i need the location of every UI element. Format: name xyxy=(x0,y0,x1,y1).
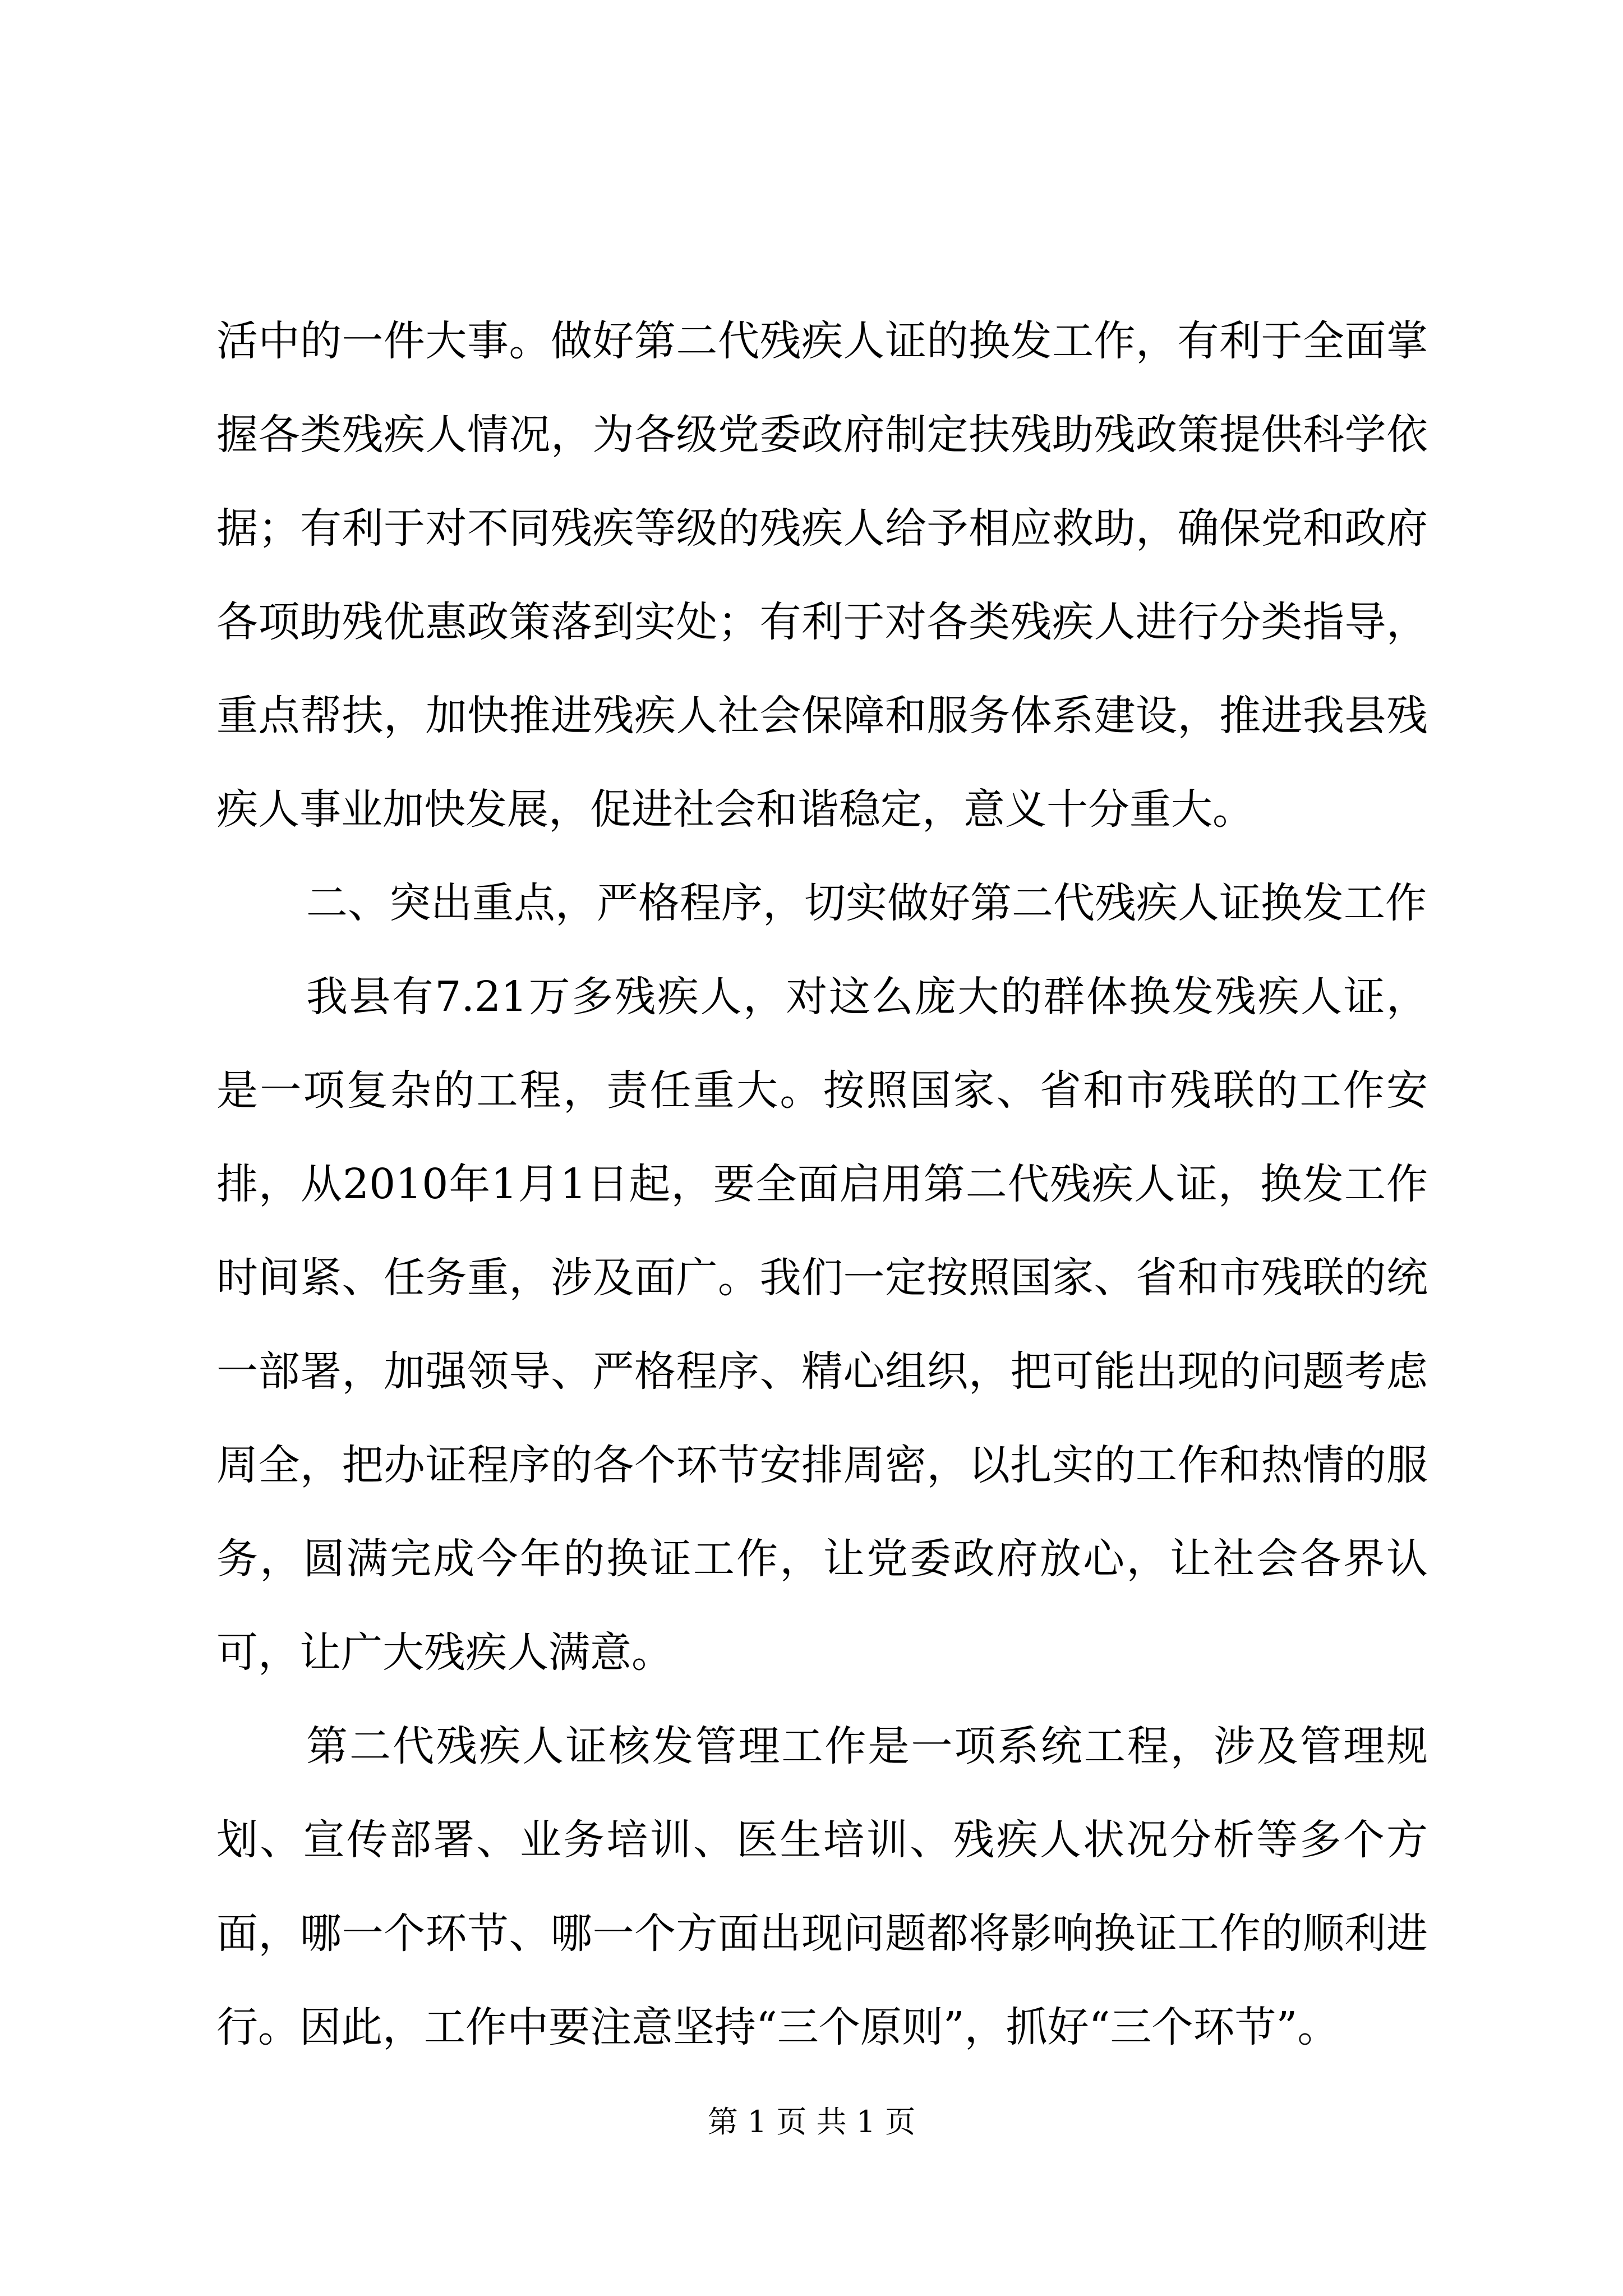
page-footer: 第 1 页 共 1 页 xyxy=(707,2104,916,2139)
paragraph-1: 活中的一件大事。做好第二代残疾人证的换发工作，有利于全面掌握各类残疾人情况，为各级党委政府制定扶残助残政策提供科学依据；有利于对不同残疾等级的残疾人给予相应救助，确保党和政府各项助残优惠政策落到实处；有利于对各类残疾人进行分类指导，重点帮扶，加快推进残疾人社会保障和服务体系建设，推进我县残疾人事业加快发展，促进社会和谐稳定，意义十分重大。 xyxy=(216,317,1428,834)
document-body xyxy=(216,295,1428,2074)
section-heading-2: 二、突出重点，严格程序，切实做好第二代残疾人证换发工作 xyxy=(306,879,1427,927)
paragraph-3: 我县有7.21万多残疾人，对这么庞大的群体换发残疾人证，是一项复杂的工程，责任重大。按照国家、省和市残联的工作安排，从2010年1月1日起，要全面启用第二代残疾人证，换发工作时间紧、任务重，涉及面广。我们一定按照国家、省和市残联的统一部署，加强领导、严格程序、精心组织，把可能出现的问题考虑周全，把办证程序的各个环节安排周密，以扎实的工作和热情的服务，圆满完成今年的换证工作，让党委政府放心，让社会各界认可，让广大残疾人满意。 xyxy=(216,973,1428,1677)
paragraph-4: 第二代残疾人证核发管理工作是一项系统工程，涉及管理规划、宣传部署、业务培训、医生培训、残疾人状况分析等多个方面，哪一个环节、哪一个方面出现问题都将影响换证工作的顺利进行。因此，工作中要注意坚持“三个原则”，抓好“三个环节”。 xyxy=(216,1722,1428,2051)
